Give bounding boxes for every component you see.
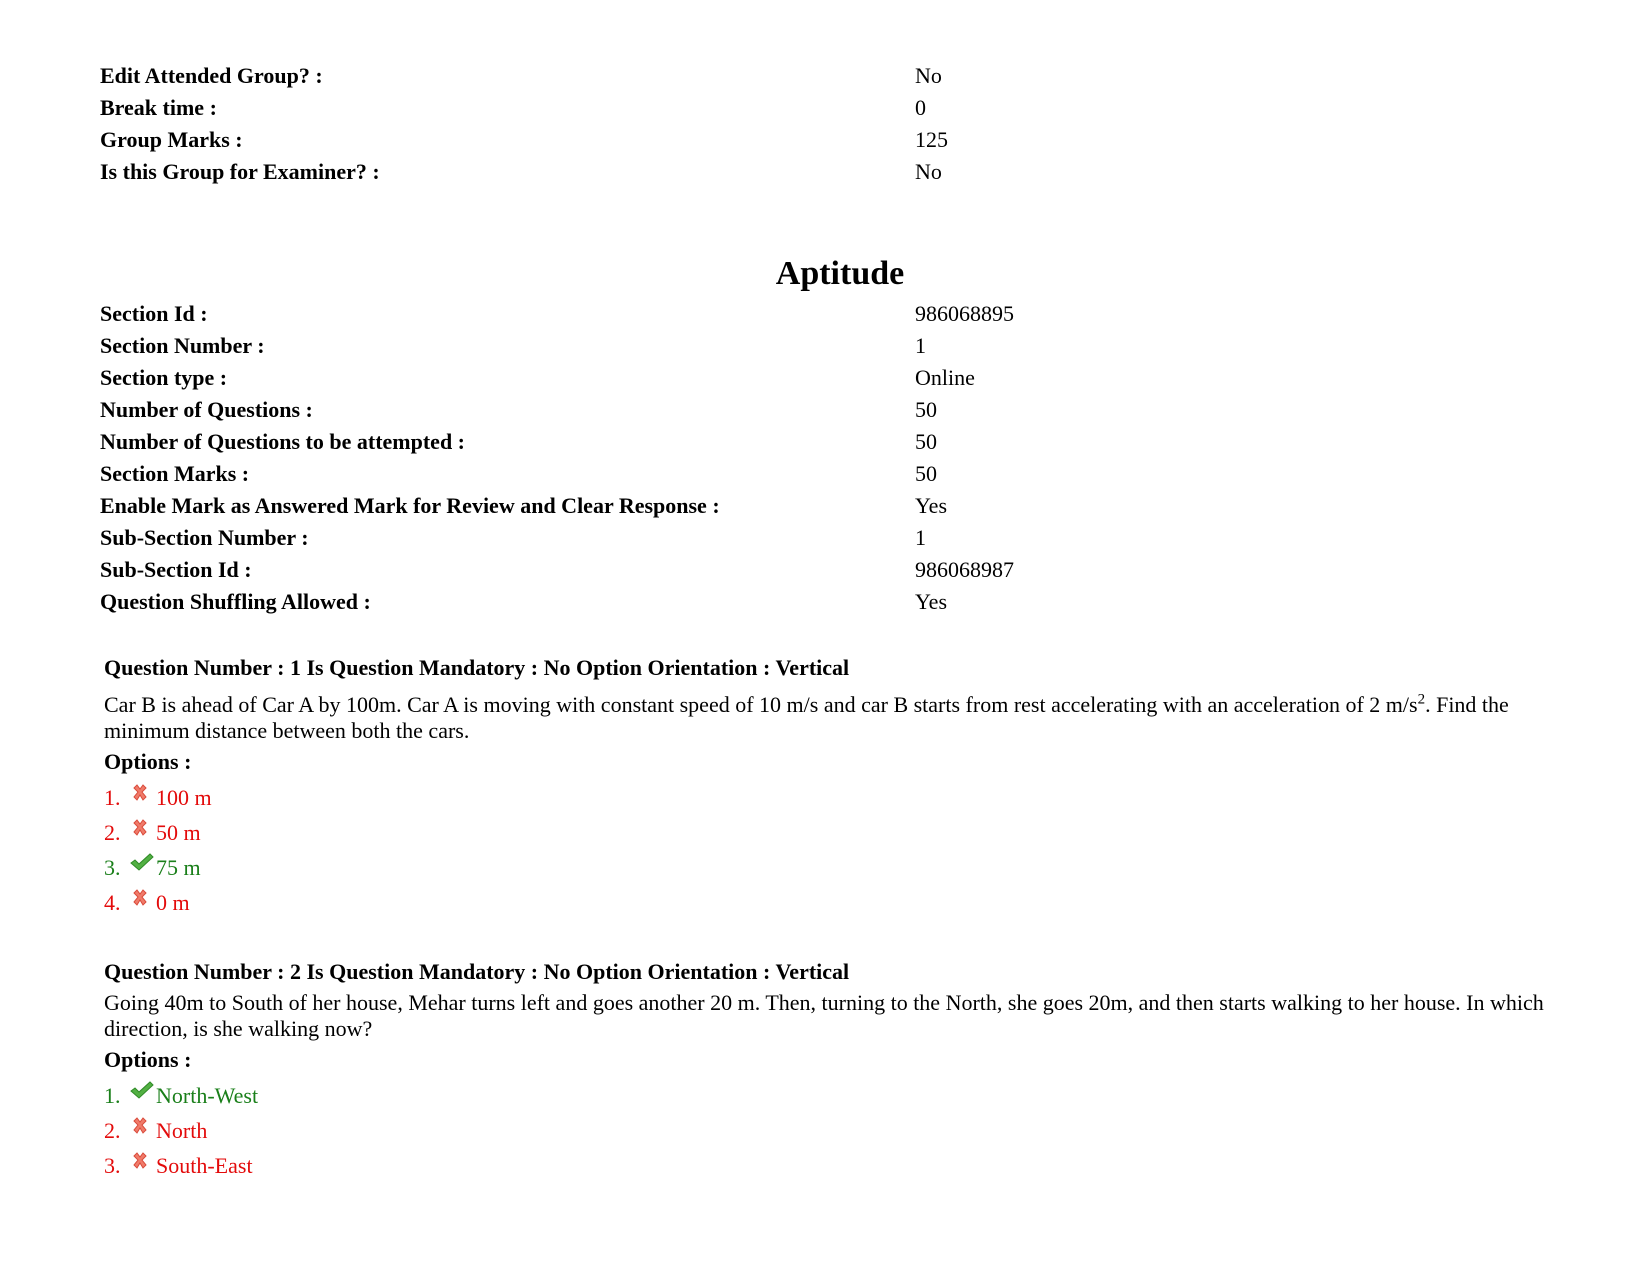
section-info-row [100,586,1560,618]
field-label: Section Number : [100,333,265,358]
field-value: 50 [915,461,937,486]
section-title: Aptitude [775,255,905,292]
question-header: Question Number : 2 Is Question Mandatory : No Option Orientation : Vertical [104,959,850,984]
question-text [104,692,1584,744]
section-info-row [100,394,1560,426]
option-text: 75 m [156,855,201,880]
field-label: Sub-Section Id : [100,557,252,582]
question-text-part: Car B is ahead of Car A by 100m. Car A is moving with constant speed of 10 m/s and car B starts from rest accelerating with an acceleration of 2 m/s [104,692,1418,717]
option-item [104,780,1584,815]
section-info-row [100,426,1560,458]
field-label: Section Marks : [100,461,250,486]
field-value: 0 [915,95,926,120]
section-info-row [100,298,1560,330]
field-value: Yes [915,589,948,614]
question-block [104,654,1584,920]
cross-icon [130,1151,154,1171]
options-list [104,1078,1584,1183]
field-label: Number of Questions : [100,397,313,422]
section-info-row [100,490,1560,522]
field-value: 986068895 [915,301,1014,326]
option-number: 3. [104,1153,121,1178]
option-number: 4. [104,890,121,915]
field-value: Online [915,365,975,390]
field-value: 50 [915,397,937,422]
field-value: No [915,159,942,184]
option-number: 1. [104,1083,121,1108]
option-number: 3. [104,855,121,880]
options-list [104,780,1584,920]
section-info-row [100,522,1560,554]
group-info-row [100,156,1560,188]
field-label: Edit Attended Group? : [100,63,323,88]
field-label: Break time : [100,95,217,120]
field-label: Number of Questions to be attempted : [100,429,466,454]
option-text: North-West [156,1083,259,1108]
options-label: Options : [104,749,192,774]
cross-icon [130,783,154,803]
option-item [104,815,1584,850]
option-text: 0 m [156,890,190,915]
option-text: North [156,1118,208,1143]
field-value: 986068987 [915,557,1014,582]
field-value: 1 [915,333,926,358]
option-text: South-East [156,1153,253,1178]
option-number: 1. [104,785,121,810]
group-info-row [100,92,1560,124]
field-label: Is this Group for Examiner? : [100,159,380,184]
cross-icon [130,1116,154,1136]
options-label: Options : [104,1047,192,1072]
check-icon [130,853,154,873]
superscript: 2 [1417,691,1426,708]
check-icon [130,1081,154,1101]
field-value: 125 [915,127,948,152]
field-value: 50 [915,429,937,454]
option-number: 2. [104,1118,121,1143]
field-value: Yes [915,493,948,518]
option-text: 100 m [156,785,212,810]
section-info-row [100,362,1560,394]
cross-icon [130,888,154,908]
section-info-row [100,458,1560,490]
option-number: 2. [104,820,121,845]
option-text: 50 m [156,820,201,845]
field-label: Sub-Section Number : [100,525,309,550]
group-info-row [100,124,1560,156]
field-label: Section type : [100,365,228,390]
section-info-table [100,298,1560,618]
field-label: Question Shuffling Allowed : [100,589,371,614]
option-item [104,850,1584,885]
section-info-row [100,330,1560,362]
field-label: Group Marks : [100,127,243,152]
group-info-table [100,60,1560,188]
field-value: No [915,63,942,88]
field-label: Section Id : [100,301,208,326]
option-item [104,1113,1584,1148]
section-info-row [100,554,1560,586]
cross-icon [130,818,154,838]
option-item [104,885,1584,920]
option-item [104,1078,1584,1113]
field-label: Enable Mark as Answered Mark for Review and Clear Response : [100,493,720,518]
question-text-part: . Find the minimum distance between both the cars. [104,692,1509,743]
field-value: 1 [915,525,926,550]
question-header: Question Number : 1 Is Question Mandatory : No Option Orientation : Vertical [104,655,850,680]
option-item [104,1148,1584,1183]
question-block [104,958,1584,1183]
group-info-row [100,60,1560,92]
question-text: Going 40m to South of her house, Mehar turns left and goes another 20 m. Then, turning to the North, she goes 20m, and then starts walking to her house. In which direction, is she walking now? [104,990,1544,1041]
